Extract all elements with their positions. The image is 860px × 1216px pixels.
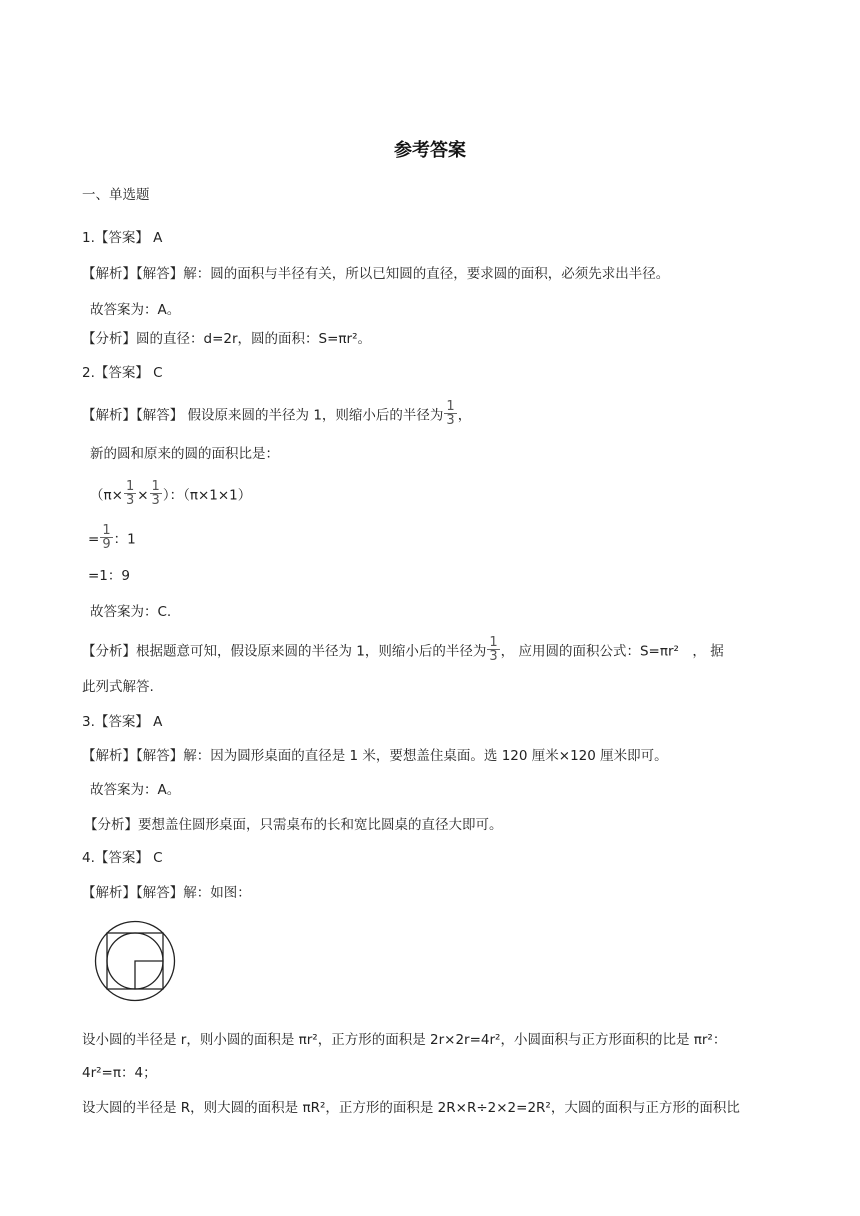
q2-ratio-text: 新的圆和原来的圆的面积比是：: [90, 446, 279, 462]
q2-fenxi-line2: 此列式解答.: [82, 679, 154, 695]
fraction-one-third: $\frac{1}{3}$: [125, 479, 135, 508]
q3-analysis: 【解析】【解答】解：因为圆形桌面的直径是 1 米，要想盖住桌面。选 120 厘米×120 厘米即可。: [82, 748, 668, 764]
q4-text-1: 设小圆的半径是 r，则小圆的面积是 πr²，正方形的面积是 2r×2r=4r²，小圆面积与正方形面积的比是 πr²：: [82, 1032, 727, 1048]
q4-answer: 4.【答案】 C: [82, 850, 163, 866]
q4-text-2: 4r²=π：4；: [82, 1065, 157, 1081]
q2-analysis-text: 【解析】【解答】 假设原来圆的半径为 1，则缩小后的半径为: [82, 407, 444, 424]
q2-answer: 2.【答案】 C: [82, 365, 163, 381]
q2-equation-2: =1：9: [88, 568, 130, 584]
fraction-one-third: $\frac{1}{3}$: [489, 635, 498, 664]
q4-text-3: 设大圆的半径是 R，则大圆的面积是 πR²，正方形的面积是 2R×R÷2×2=2R²，大圆的面积与正方形的面积比: [82, 1100, 740, 1116]
q1-result: 故答案为：A。: [90, 302, 181, 318]
q4-analysis: 【解析】【解答】解：如图：: [82, 885, 251, 901]
q3-answer: 3.【答案】 A: [82, 714, 163, 730]
q2-fenxi: 【分析】根据题意可知，假设原来圆的半径为 1，则缩小后的半径为 $\frac{1}{3}$ ， 应用圆的面积公式：S=πr² ， 据: [82, 635, 724, 664]
q3-fenxi: 【分析】要想盖住圆形桌面，只需桌布的长和宽比圆桌的直径大即可。: [84, 817, 503, 833]
fraction-one-third: $\frac{1}{3}$: [446, 399, 455, 428]
circle-square-figure: [94, 918, 178, 1004]
q1-fenxi: 【分析】圆的直径：d=2r，圆的面积：S=πr²。: [82, 331, 371, 347]
q2-analysis: 【解析】【解答】 假设原来圆的半径为 1，则缩小后的半径为 $\frac{1}{3}$ ，: [82, 399, 472, 428]
q2-equation-1: = $\frac{1}{9}$ ：1: [88, 523, 136, 552]
page-title: 参考答案: [394, 140, 466, 161]
q3-result: 故答案为：A。: [90, 782, 181, 798]
fraction-one-ninth: $\frac{1}{9}$: [102, 523, 111, 552]
q1-analysis: 【解析】【解答】解：圆的面积与半径有关，所以已知圆的直径，要求圆的面积，必须先求出半径。: [82, 266, 670, 282]
fraction-one-third: $\frac{1}{3}$: [151, 479, 160, 508]
q2-expression: （π× $\frac{1}{3}$ × $\frac{1}{3}$ ）：（π×1×1）: [90, 479, 252, 508]
q1-answer: 1.【答案】 A: [82, 230, 163, 246]
section-heading: 一、单选题: [82, 187, 150, 203]
q2-result: 故答案为：C.: [90, 604, 172, 620]
